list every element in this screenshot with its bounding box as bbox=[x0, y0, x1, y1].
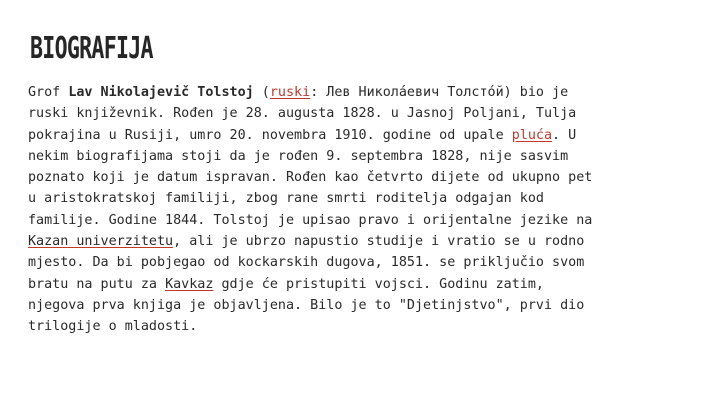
text-line-10 bbox=[28, 274, 698, 295]
text-line-3 bbox=[28, 125, 698, 146]
link-kavkaz[interactable]: Kavkaz bbox=[165, 276, 214, 292]
text-line-2: ruski književnik. Rođen je 28. augusta 1828. u Jasnoj Poljani, Tulja bbox=[28, 106, 577, 122]
text-line-12: trilogije o mladosti. bbox=[28, 319, 198, 335]
text-segment: , ali je ubrzo napustio studije i vratio se u rodno bbox=[173, 234, 585, 250]
text-line-1 bbox=[28, 82, 698, 103]
text-segment: Grof bbox=[28, 85, 69, 100]
text-line-6: u aristokratskoj familiji, zbog rane smrti roditelja odgajan kod bbox=[28, 191, 544, 207]
text-line-11: njegova prva knjiga je objavljena. Bilo je to "Djetinjstvo", prvi dio bbox=[28, 297, 585, 313]
text-segment: ( bbox=[253, 85, 270, 100]
subject-name: Lav Nikolajevič Tolstoj bbox=[68, 85, 254, 100]
text-segment: pokrajina u Rusiji, umro 20. novembra 1910. godine od upale bbox=[28, 127, 512, 143]
link-pluca[interactable]: pluća bbox=[511, 127, 553, 143]
text-line-9: mjesto. Da bi pobjegao od kockarskih dugova, 1851. se priključio svom bbox=[28, 255, 585, 271]
text-line-8 bbox=[28, 231, 698, 252]
text-line-5: poznato koji je datum ispravan. Rođen kao četvrto dijete od ukupno pet bbox=[28, 170, 593, 186]
link-ruski[interactable]: ruski bbox=[269, 85, 311, 100]
text-segment: bratu na putu za bbox=[28, 276, 166, 292]
text-segment: gdje će pristupiti vojsci. Godinu zatim, bbox=[213, 276, 544, 292]
text-segment: : Лев Никола́евич Толсто́й) bio je bbox=[310, 85, 569, 100]
link-kazan-univerzitet[interactable]: Kazan univerzitetu bbox=[28, 234, 174, 250]
text-line-7: familije. Godine 1844. Tolstoj je upisao pravo i orijentalne jezike na bbox=[28, 212, 593, 228]
text-line-4: nekim biografijama stoji da je rođen 9. septembra 1828, nije sasvim bbox=[28, 148, 569, 164]
page-title: BIOGRAFIJA bbox=[30, 31, 153, 66]
biography-paragraph bbox=[28, 82, 698, 338]
text-segment: . U bbox=[552, 127, 577, 143]
